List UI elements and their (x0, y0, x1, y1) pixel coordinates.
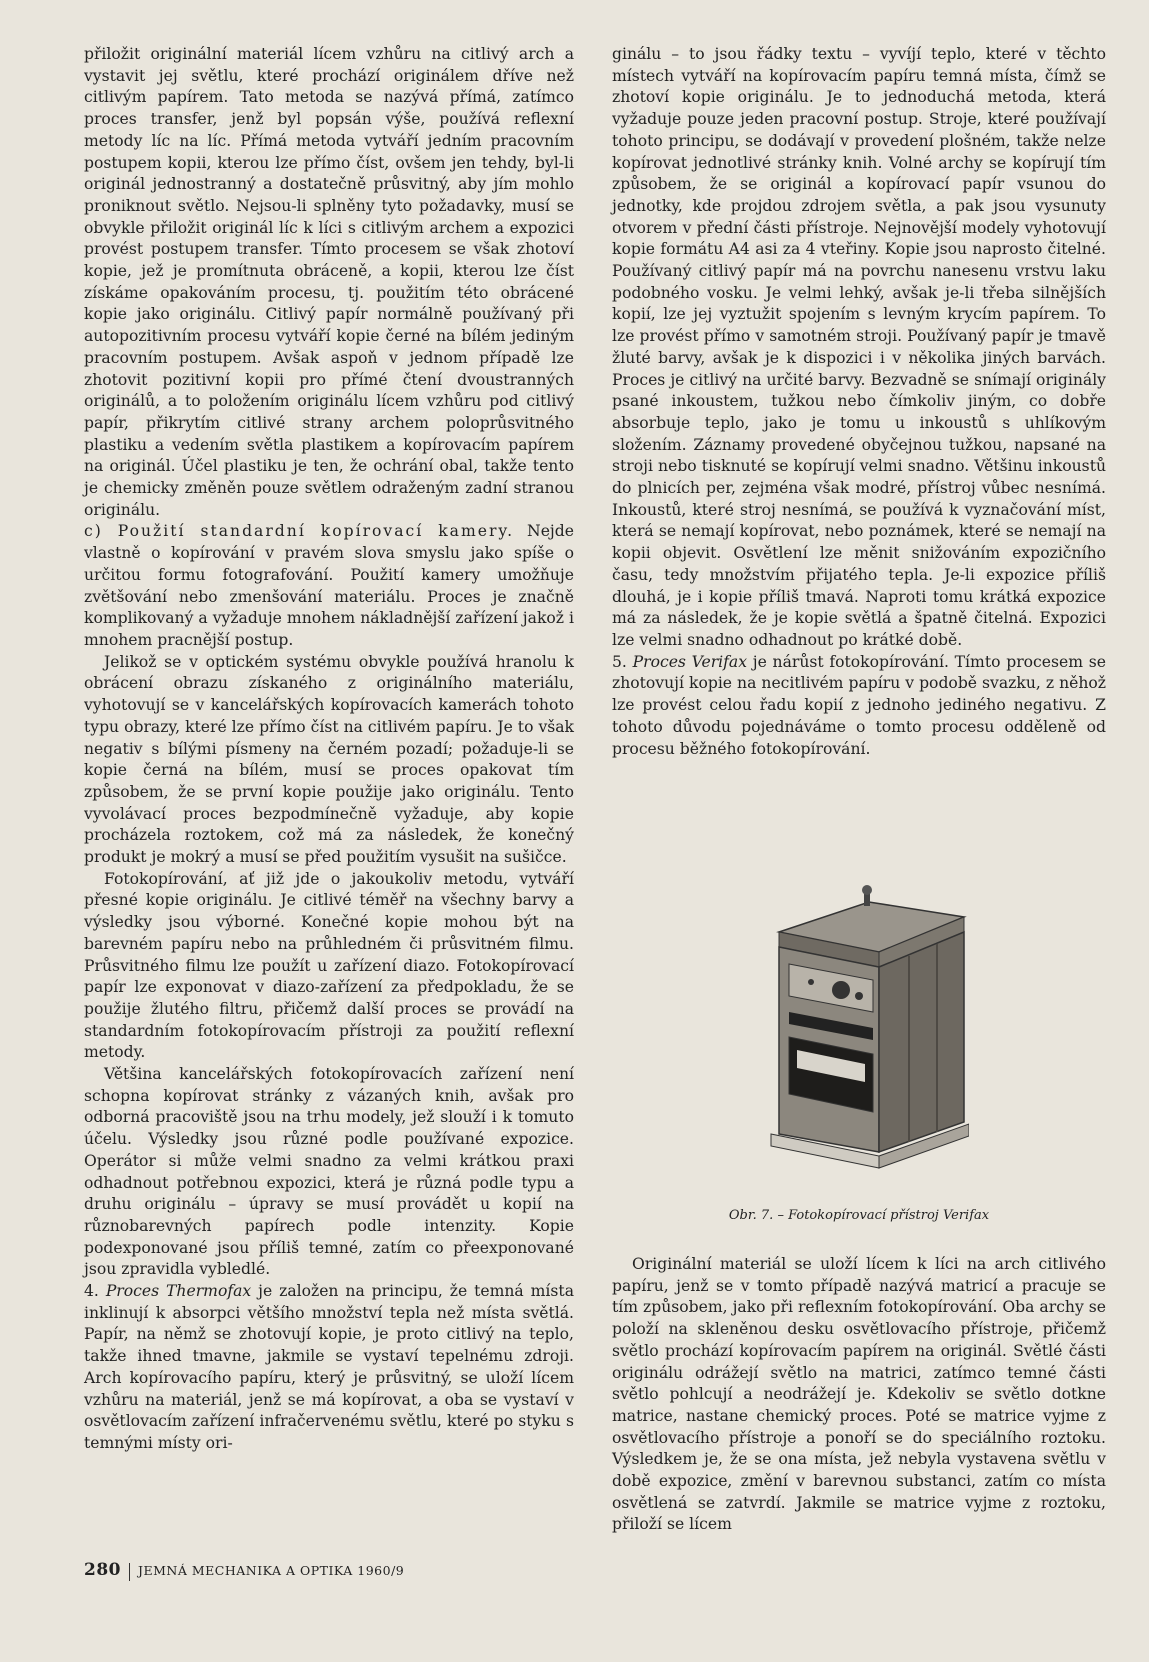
section-c-paragraph (84, 521, 574, 651)
section-4-title: Proces Thermofax (105, 1282, 252, 1301)
section-5-text: je nárůst fotokopírování. Tímto procesem se zhotovují kopie na necitlivém papíru v podobě svazku, z něhož lze provést celou řadu kopií z jednoho jediného negativu. Z tohoto důvodu pojednáváme o tomto procesu odděleně od procesu běžného fotokopírování. (612, 652, 1106, 758)
footer-divider (129, 1563, 130, 1581)
figure-caption: Obr. 7. – Fotokopírovací přístroj Verifax (728, 1208, 990, 1223)
paragraph: Fotokopírování, ať již jde o jakoukoliv metodu, vytváří přesné kopie originálu. Je citlivé téměř na všechny barvy a výsledky jsou výborné. Konečné kopie mohou být na barevném papíru nebo na průhledném či průsvitném filmu. Průsvitného filmu lze použít u zařízení diazo. Fotokopírovací papír lze exponovat v diazo-zařízení za předpokladu, že se použije žlutého filtru, přičemž další proces se provádí na standardním fotokopírovacím přístroji za použití reflexní metody. (84, 869, 574, 1062)
right-column (612, 44, 1106, 760)
paragraph: Originální materiál se uloží lícem k líci na arch citlivého papíru, jenž se v tomto případě nazývá matricí a pracuje se tím způsobem, jako při reflexním fotokopírování. Oba archy se položí na skleněnou desku osvětlovacího přístroje, přičemž světlo prochází kopírovacím papírem na originál. Světlé části originálu odrážejí světlo na matrici, zatímco temné části světlo pohlcují a neodrážejí je. Kdekoliv se světlo dotkne matrice, nastane chemický proces. Poté se matrice vyjme z osvětlovacího přístroje a ponoří se do speciálního roztoku. Výsledkem je, že se ona místa, jež nebyla vystavena světlu v době expozice, změní v barevnou substanci, zatím co místa osvětlená se zatvrdí. Jakmile se matrice vyjme z roztoku, přiloží se lícem (612, 1255, 1106, 1534)
paragraph: přiložit originální materiál lícem vzhůru na citlivý arch a vystavit jej světlu, které prochází originálem dříve než citlivým papírem. Tato metoda se nazývá přímá, zatímco proces transfer, jenž byl popsán výše, používá reflexní metody líc na líc. Přímá metoda vytváří jedním pracovním postupem kopii, kterou lze přímo číst, ovšem jen tehdy, byl-li originál jednostranný a dostatečně průsvitný, aby jím mohlo proniknout světlo. Nejsou-li splněny tyto požadavky, musí se obvykle přiložit originál líc k líci s citlivým archem a expozici provést postupem transfer. Tímto procesem se však zhotoví kopie, jež je promítnuta obráceně, a kopii, kterou lze číst získáme opakováním procesu, tj. použitím této obrácené kopie jako originálu. Citlivý papír normálně používaný při autopozitivním procesu vytváří kopie černé na bílém jediným pracovním postupem. Avšak aspoň v jednom případě lze zhotovit pozitivní kopii pro přímé čtení dvoustranných originálů, a to položením originálu lícem vzhůru pod citlivý papír, přikrytím citlivé strany archem poloprůsvitného plastiku a vedením světla plastikem a kopírovacím papírem na originál. Účel plastiku je ten, že ochrání obal, takže tento je chemicky změněn pouze světlem odraženým zadní stranou originálu. (84, 45, 574, 519)
right-column-lower (612, 1254, 1106, 1536)
page-number: 280 (84, 1560, 121, 1580)
section-4-paragraph (84, 1281, 574, 1455)
section-c-text: Nejde vlastně o kopírování v pravém slova smyslu jako spíše o určitou formu fotografování. Použití kamery umožňuje zvětšování nebo zmenšování materiálu. Proces je značně komplikovaný a vyžaduje mnohem nákladnější zařízení jakož i mnohem pracnější postup. (84, 522, 574, 649)
section-4-number: 4. (84, 1282, 99, 1301)
journal-name: JEMNÁ MECHANIKA A OPTIKA 1960/9 (138, 1563, 405, 1578)
section-4-text: je založen na principu, že temná místa inklinují k absorpci většího množství tepla než místa světlá. Papír, na němž se zhotovují kopie, je proto citlivý na teplo, takže ihned tmavne, jakmile se vystaví tepelnému zdroji. Arch kopírovacího papíru, který je průsvitný, se uloží lícem vzhůru na materiál, jenž se má kopírovat, a oba se vystaví v osvětlovacím zařízení infračervenému světlu, které po styku s temnými místy ori- (84, 1282, 574, 1452)
page-footer (84, 1560, 404, 1581)
photocopier-figure (612, 872, 1106, 1172)
section-5-number: 5. (612, 652, 627, 671)
paragraph: Většina kancelářských fotokopírovacích zařízení není schopna kopírovat stránky z vázaných knih, avšak pro odborná pracoviště jsou na trhu modely, jež slouží i k tomuto účelu. Výsledky jsou různé podle používané expozice. Operátor si může velmi snadno za velmi krátkou praxi odhadnout potřebnou expozici, která je různá podle typu a druhu originálu – úpravy se musí provádět u kopií na různobarevných papírech podle intenzity. Kopie podexponované jsou příliš temné, zatím co přeexponované jsou zpravidla vybledlé. (84, 1065, 574, 1279)
paragraph: ginálu – to jsou řádky textu – vyvíjí teplo, které v těchto místech vytváří na kopírovacím papíru temná místa, čímž se zhotoví kopie originálu. Je to jednoduchá metoda, která vyžaduje pouze jeden pracovní postup. Stroje, které používají tohoto principu, se dodávají v provedení plošném, takže nelze kopírovat jednotlivé stránky knih. Volné archy se kopírují tím způsobem, že se originál a kopírovací papír vsunou do jednotky, kde projdou zdrojem světla, a pak jsou vysunuty otvorem v přední části přístroje. Nejnovější modely vyhotovují kopie formátu A4 asi za 4 vteřiny. Kopie jsou naprosto čitelné. Používaný citlivý papír má na povrchu nanesenu vrstvu laku podobného vosku. Je velmi lehký, avšak je-li třeba silnějších kopií, lze jej vyztužit spojením s levným krycím papírem. To lze provést přímo v samotném stroji. Používaný papír je tmavě žluté barvy, avšak je k dispozici i v několika jiných barvách. Proces je citlivý na určité barvy. Bezvadně se snímají originály psané inkoustem, tužkou nebo čímkoliv jiným, co dobře absorbuje teplo, jako je tomu u inkoustů s uhlíkovým složením. Záznamy provedené obyčejnou tužkou, napsané na stroji nebo tisknuté se kopírují velmi snadno. Většinu inkoustů do plnicích per, zejména však modré, přístroj vůbec nesnímá. Inkoustů, které stroj nesnímá, se používá k vyznačování míst, která se nemají kopírovat, nebo poznámek, které se nemají na kopii objevit. Osvětlení lze měnit snižováním expozičního času, tedy množstvím přijatého tepla. Je-li expozice příliš dlouhá, je i kopie příliš tmavá. Naproti tomu krátká expozice má za následek, že je kopie světlá a špatně čitelná. Expozici lze velmi snadno odhadnout po krátké době. (612, 45, 1106, 649)
paragraph: Jelikož se v optickém systému obvykle používá hranolu k obrácení obrazu získaného z originálního materiálu, vyhotovují se v kancelářských kopírovacích kamerách tohoto typu obrazy, které lze přímo číst na citlivém papíru. Je to však negativ s bílými písmeny na černém pozadí; požaduje-li se kopie černá na bílém, musí se proces opakovat tím způsobem, že se první kopie použije jako originálu. Tento vyvolávací proces bezpodmínečně vyžaduje, aby kopie procházela roztokem, což má za následek, že konečný produkt je mokrý a musí se před použitím vysušit na sušičce. (84, 652, 574, 867)
left-column (84, 44, 574, 1455)
section-5-paragraph (612, 652, 1106, 761)
verifax-machine-illustration (749, 872, 969, 1172)
section-5-title: Proces Verifax (632, 652, 748, 671)
section-c-heading: c) Použití standardní kopírovací kamery. (84, 522, 515, 541)
